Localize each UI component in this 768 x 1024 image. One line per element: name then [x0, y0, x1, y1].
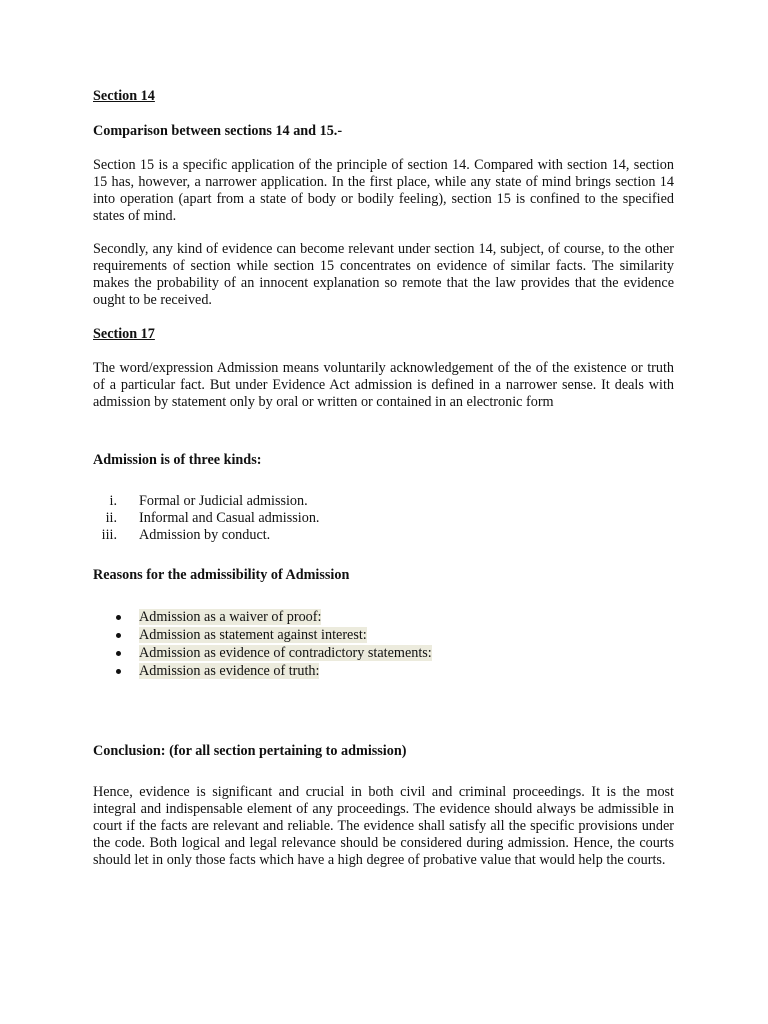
- section-14-paragraph-1: Section 15 is a specific application of the principle of section 14. Compared with section 14, section 15 has, however, a narrower application. In the first place, while any state of mind brings section 14 into operation (apart from a state of body or bodily feeling), section 15 is confined to the specified states of mind.: [93, 157, 674, 224]
- document-page: [93, 88, 674, 869]
- list-item-text: Formal or Judicial admission.: [139, 493, 308, 509]
- conclusion-heading: Conclusion: (for all section pertaining to admission): [93, 743, 407, 759]
- list-item-text: Admission as evidence of truth:: [139, 663, 320, 679]
- bullet-icon: [116, 669, 121, 674]
- list-item-number: ii.: [105, 510, 117, 526]
- list-item: [93, 493, 674, 510]
- list-item: [93, 627, 674, 645]
- bullet-icon: [116, 633, 121, 638]
- list-item-number: iii.: [101, 527, 117, 543]
- list-item-text: Admission as evidence of contradictory statements:: [139, 645, 432, 661]
- section-17-heading: Section 17: [93, 326, 155, 342]
- list-item: [93, 527, 674, 544]
- list-item: [93, 645, 674, 663]
- bullet-icon: [116, 651, 121, 656]
- admission-kinds-list: [93, 493, 674, 544]
- list-item: [93, 510, 674, 527]
- section-14-heading: Section 14: [93, 88, 155, 104]
- list-item-text: Admission as statement against interest:: [139, 627, 367, 643]
- list-item: [93, 663, 674, 681]
- admission-kinds-heading: Admission is of three kinds:: [93, 452, 262, 468]
- comparison-subheading: Comparison between sections 14 and 15.-: [93, 123, 343, 139]
- list-item: [93, 609, 674, 627]
- list-item-number: i.: [109, 493, 117, 509]
- conclusion-paragraph: Hence, evidence is significant and crucial in both civil and criminal proceedings. It is the most integral and indispensable element of any proceedings. The evidence should always be admissible in court if the facts are relevant and reliable. The evidence shall satisfy all the specific provisions under the code. Both logical and legal relevance should be considered during admission. Hence, the courts should let in only those facts which have a high degree of probative value that would help the courts.: [93, 784, 674, 868]
- list-item-text: Admission as a waiver of proof:: [139, 609, 322, 625]
- list-item-text: Admission by conduct.: [139, 527, 271, 543]
- section-14-paragraph-2: Secondly, any kind of evidence can become relevant under section 14, subject, of course, to the other requirements of section while section 15 concentrates on evidence of similar facts. The similarity makes the probability of an innocent explanation so remote that the law provides that the evidence ought to be received.: [93, 241, 674, 308]
- section-17-paragraph: The word/expression Admission means voluntarily acknowledgement of the of the existence or truth of a particular fact. But under Evidence Act admission is defined in a narrower sense. It deals with admission by statement only by oral or written or contained in an electronic form: [93, 360, 674, 410]
- reasons-list: [93, 609, 674, 681]
- bullet-icon: [116, 615, 121, 620]
- list-item-text: Informal and Casual admission.: [139, 510, 320, 526]
- reasons-heading: Reasons for the admissibility of Admission: [93, 567, 350, 583]
